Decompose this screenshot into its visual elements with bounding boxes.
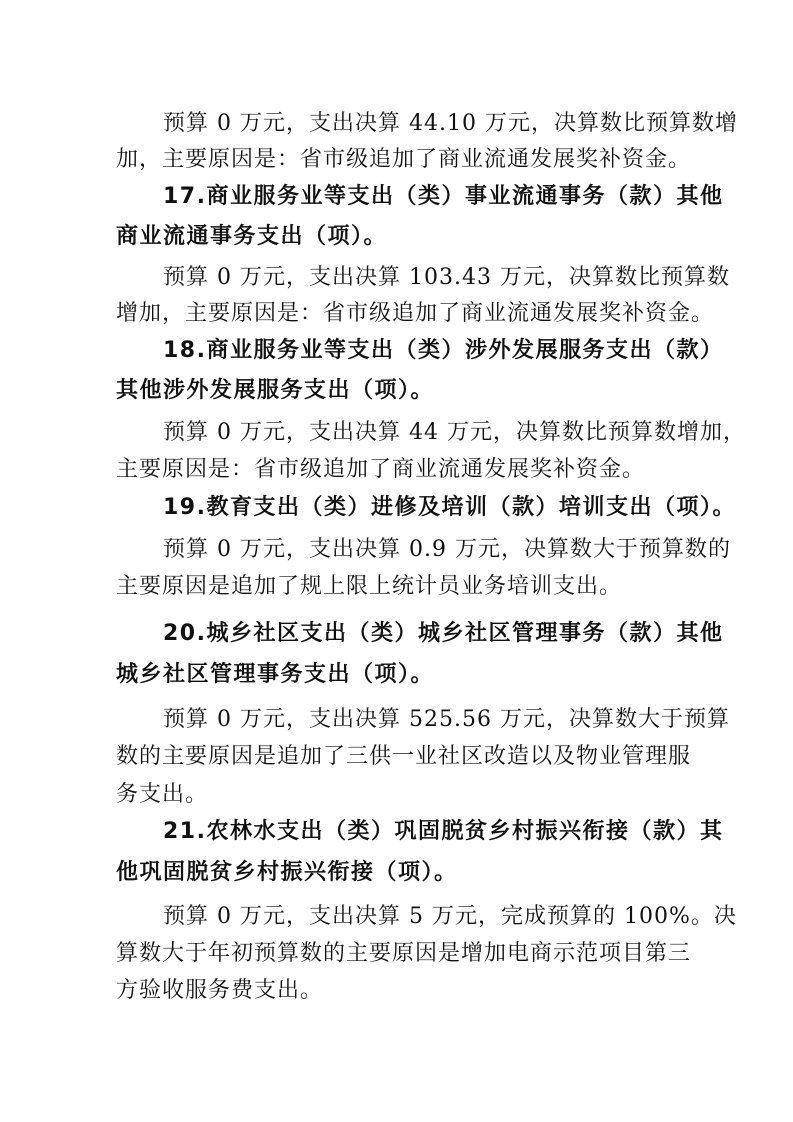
paragraph-line: 方验收服务费支出。 <box>116 978 324 1003</box>
paragraph-line: 主要原因是追加了规上限上统计员业务培训支出。 <box>116 574 623 599</box>
section-heading-18: 18.商业服务业等支出（类）涉外发展服务支出（款） <box>163 338 724 363</box>
section-heading-21-cont: 他巩固脱贫乡村振兴衔接（项）。 <box>116 860 458 885</box>
paragraph-line: 预算 0 万元，支出决算 44 万元，决算数比预算数增加， <box>163 420 746 445</box>
section-heading-21: 21.农林水支出（类）巩固脱贫乡村振兴衔接（款）其 <box>163 819 724 844</box>
section-heading-20-cont: 城乡社区管理事务支出（项）。 <box>116 662 435 687</box>
section-heading-20: 20.城乡社区支出（类）城乡社区管理事务（款）其他 <box>163 621 724 646</box>
paragraph-line: 预算 0 万元，支出决算 44.10 万元，决算数比预算数增 <box>163 111 738 136</box>
section-heading-19: 19.教育支出（类）进修及培训（款）培训支出（项）。 <box>163 495 736 520</box>
paragraph-line: 预算 0 万元，支出决算 0.9 万元，决算数大于预算数的 <box>163 537 731 562</box>
paragraph-line: 算数大于年初预算数的主要原因是增加电商示范项目第三 <box>116 941 692 966</box>
paragraph-line: 增加，主要原因是：省市级追加了商业流通发展奖补资金。 <box>116 301 715 326</box>
paragraph-line: 预算 0 万元，支出决算 525.56 万元，决算数大于预算 <box>163 707 730 732</box>
section-heading-17-cont: 商业流通事务支出（项）。 <box>116 224 388 249</box>
paragraph-line: 数的主要原因是追加了三供一业社区改造以及物业管理服 <box>116 744 692 769</box>
paragraph-line: 加，主要原因是：省市级追加了商业流通发展奖补资金。 <box>116 147 692 172</box>
paragraph-line: 预算 0 万元，支出决算 5 万元，完成预算的 100%。决 <box>163 904 737 929</box>
paragraph-line: 主要原因是：省市级追加了商业流通发展奖补资金。 <box>116 457 646 482</box>
section-heading-18-cont: 其他涉外发展服务支出（项）。 <box>116 378 435 403</box>
paragraph-line: 预算 0 万元，支出决算 103.43 万元，决算数比预算数 <box>163 265 730 290</box>
paragraph-line: 务支出。 <box>116 782 209 807</box>
section-heading-17: 17.商业服务业等支出（类）事业流通事务（款）其他 <box>163 184 724 209</box>
